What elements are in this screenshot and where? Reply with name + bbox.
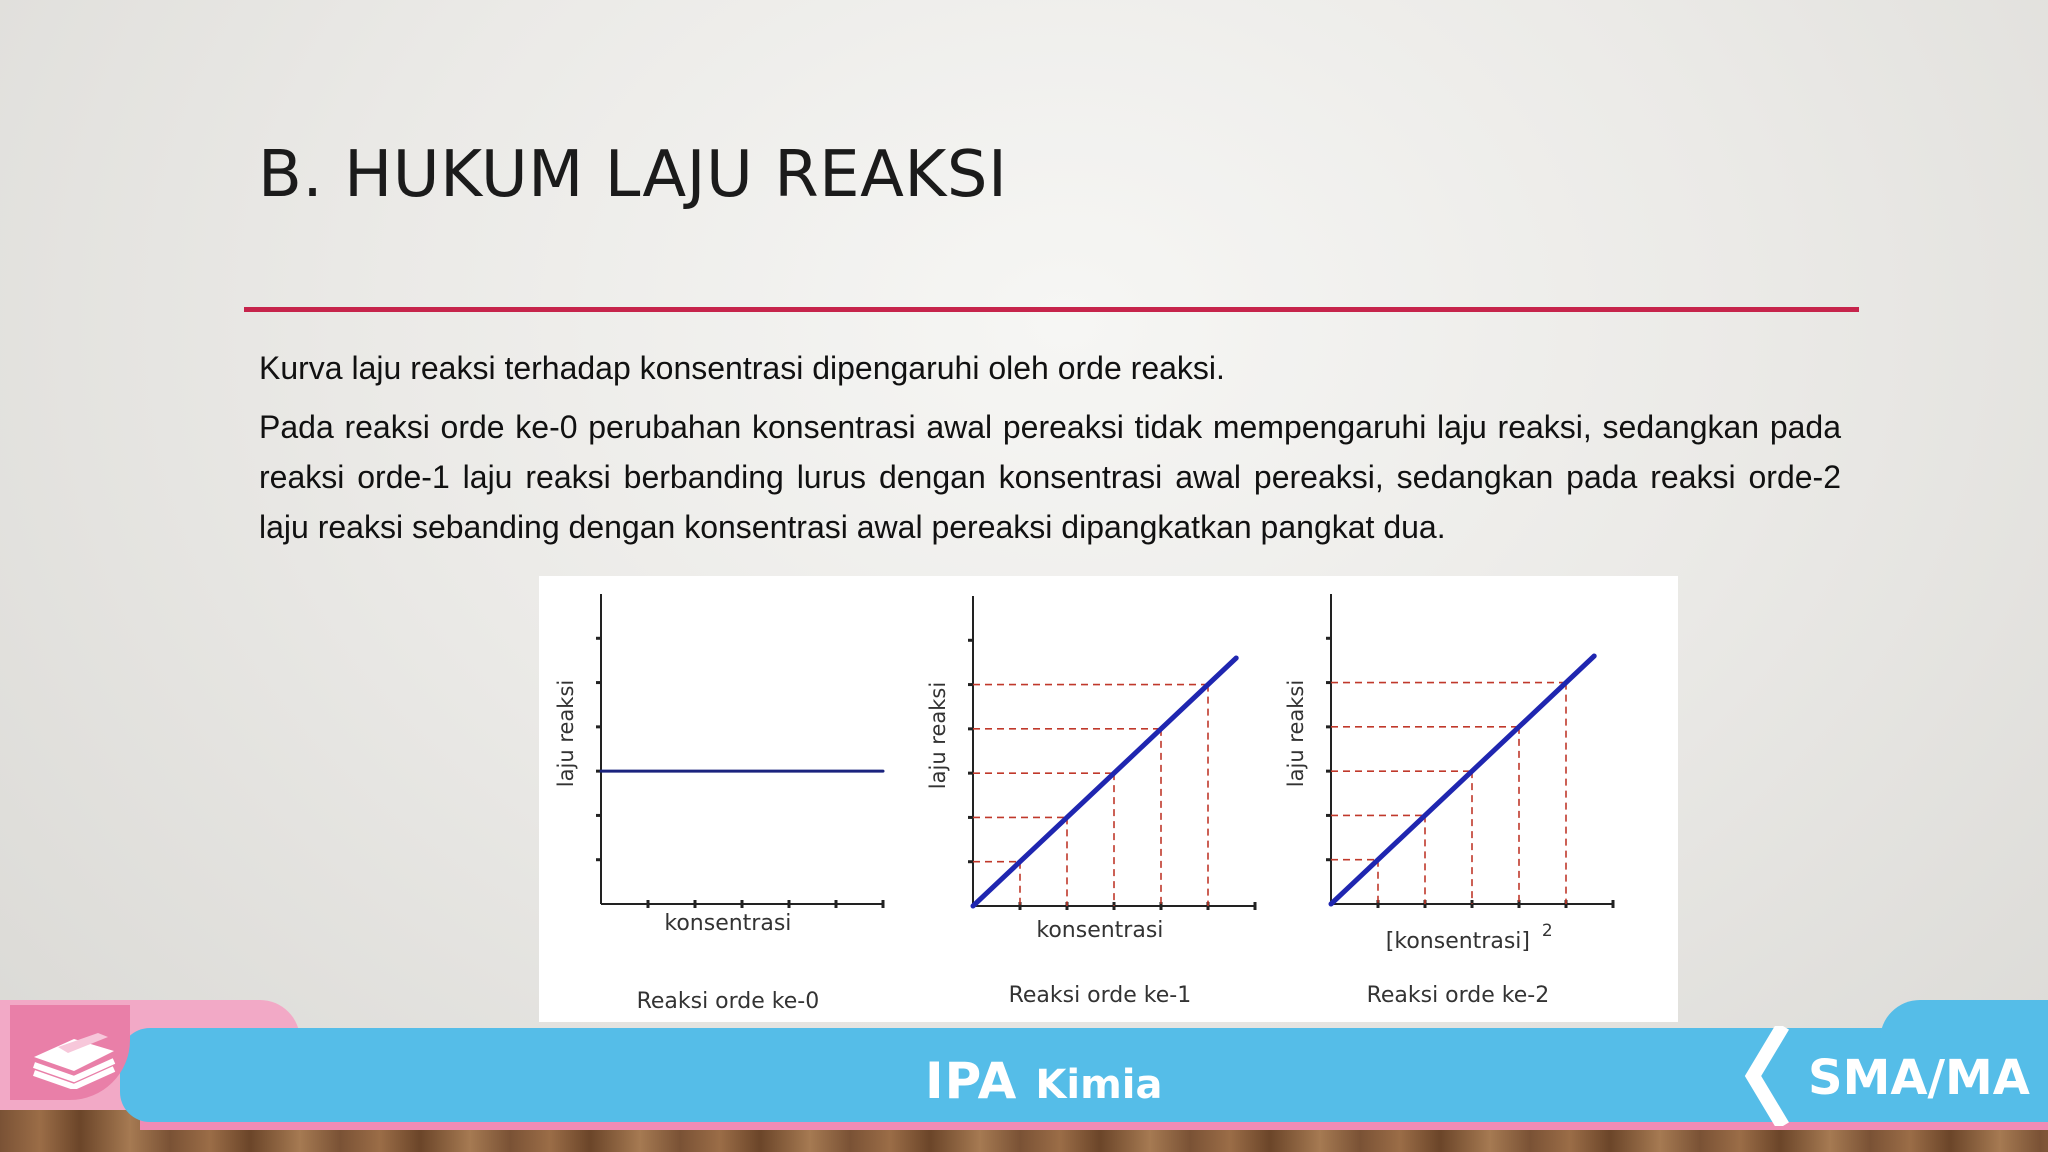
chart-title: Reaksi orde ke-2 bbox=[1366, 983, 1550, 1008]
footer-right-tab bbox=[1880, 1000, 2048, 1040]
title-divider bbox=[244, 307, 1859, 312]
y-axis-label: laju reaksi bbox=[554, 679, 578, 788]
footer-level-label: SMA/MA bbox=[1808, 1050, 2030, 1106]
slide-title: B. HUKUM LAJU REAKSI bbox=[258, 138, 1008, 212]
y-axis-label: laju reaksi bbox=[1284, 679, 1308, 788]
footer-subject bbox=[925, 1052, 1162, 1110]
series-line bbox=[1331, 656, 1594, 904]
chart-title: Reaksi orde ke-1 bbox=[1008, 983, 1192, 1008]
rate-order-charts-panel bbox=[539, 576, 1678, 1022]
x-axis-label-superscript: 2 bbox=[1541, 921, 1553, 941]
x-axis-label: konsentrasi bbox=[1036, 918, 1164, 943]
y-axis-label: laju reaksi bbox=[926, 681, 950, 790]
paragraph-intro: Kurva laju reaksi terhadap konsentrasi dipengaruhi oleh orde reaksi. bbox=[259, 350, 1225, 386]
x-axis-label: konsentrasi bbox=[664, 911, 792, 936]
chart-title: Reaksi orde ke-0 bbox=[636, 989, 820, 1014]
rate-order-charts bbox=[539, 576, 1678, 1022]
x-axis-label: [konsentrasi] bbox=[1385, 929, 1531, 954]
paragraph-explanation: Pada reaksi orde ke-0 perubahan konsentrasi awal pereaksi tidak mempengaruhi laju reaksi, sedangkan pada reaksi orde-1 laju reaksi berbanding lurus dengan konsentrasi awal pereaksi, sedangkan pada reaksi orde-2 laju reaksi sebanding dengan konsentrasi awal pereaksi dipangkatkan pangkat dua. bbox=[259, 409, 1841, 545]
footer-subject-main: IPA bbox=[925, 1052, 1018, 1110]
footer-subject-sub: Kimia bbox=[1035, 1062, 1163, 1108]
books-icon bbox=[10, 1005, 130, 1100]
books-icon-graphic bbox=[28, 1017, 120, 1089]
chevron-left-icon bbox=[1738, 1026, 1798, 1126]
series-line bbox=[973, 658, 1236, 906]
